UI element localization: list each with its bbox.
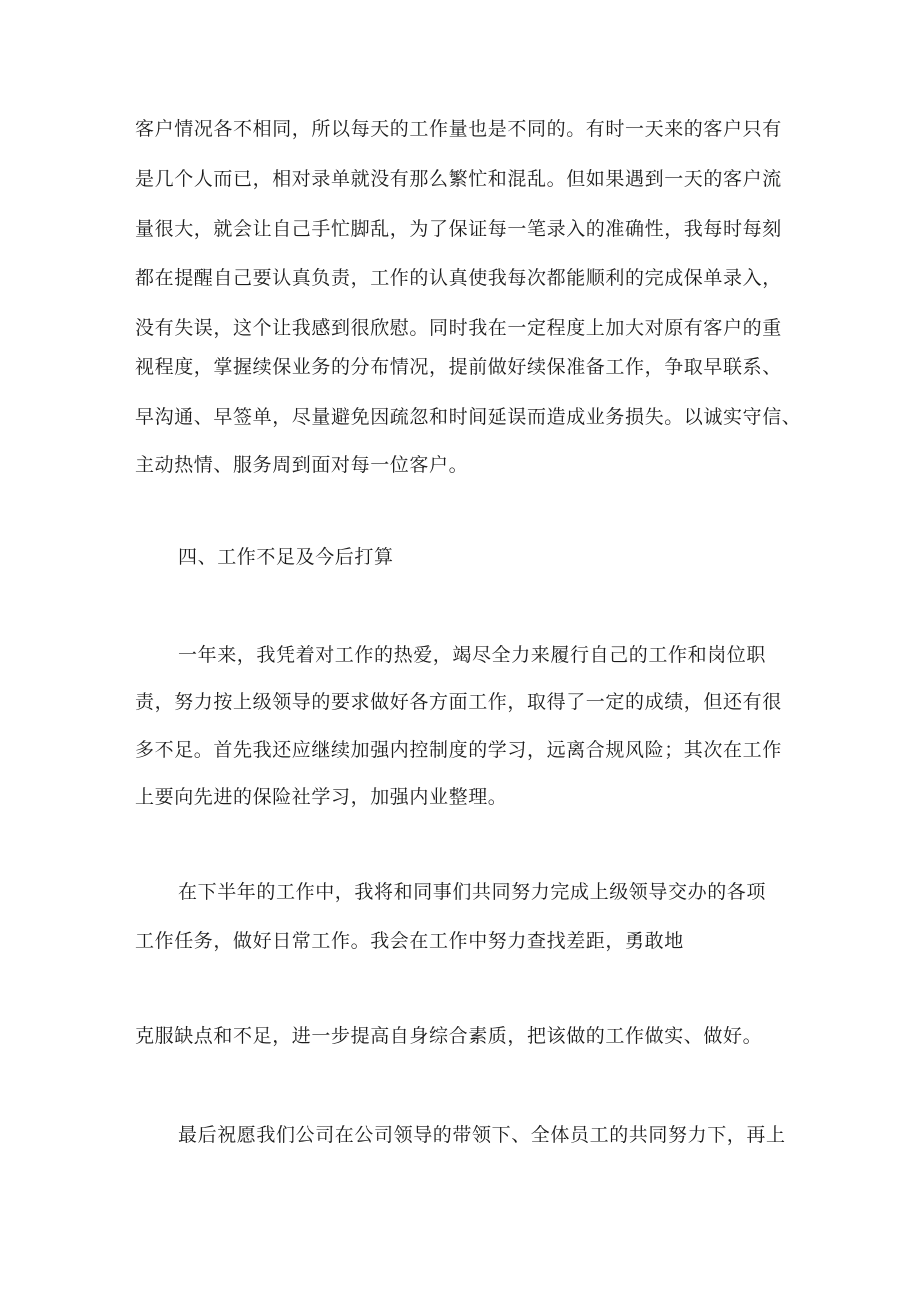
paragraph-line: 量很大，就会让自己手忙脚乱，为了保证每一笔录入的准确性，我每时每刻: [135, 218, 782, 240]
paragraph-line: 责，努力按上级领导的要求做好各方面工作，取得了一定的成绩，但还有很: [135, 691, 782, 713]
paragraph-line: 早沟通、早签单，尽量避免因疏忽和时间延误而造成业务损失。以诚实守信、: [135, 406, 802, 428]
paragraph-line: 没有失误，这个让我感到很欣慰。同时我在一定程度上加大对原有客户的重: [135, 317, 782, 339]
paragraph-line: 是几个人而已，相对录单就没有那么繁忙和混乱。但如果遇到一天的客户流: [135, 168, 782, 190]
paragraph-line: 上要向先进的保险社学习，加强内业整理。: [135, 786, 508, 808]
paragraph-line: 主动热情、服务周到面对每一位客户。: [135, 454, 469, 476]
paragraph-line: 客户情况各不相同，所以每天的工作量也是不同的。有时一天来的客户只有: [135, 118, 782, 140]
paragraph-line: 克服缺点和不足，进一步提高自身综合素质，把该做的工作做实、做好。: [135, 1025, 763, 1047]
paragraph-line: 多不足。首先我还应继续加强内控制度的学习，远离合规风险；其次在工作: [135, 739, 782, 761]
section-heading: 四、工作不足及今后打算: [178, 546, 394, 568]
paragraph-line: 最后祝愿我们公司在公司领导的带领下、全体员工的共同努力下，再上: [178, 1124, 786, 1146]
paragraph-line: 工作任务，做好日常工作。我会在工作中努力查找差距，勇敢地: [135, 930, 684, 952]
paragraph-line: 在下半年的工作中，我将和同事们共同努力完成上级领导交办的各项: [178, 881, 767, 903]
paragraph-line: 都在提醒自己要认真负责，工作的认真使我每次都能顺利的完成保单录入，: [135, 267, 782, 289]
paragraph-line: 一年来，我凭着对工作的热爱，竭尽全力来履行自己的工作和岗位职: [178, 644, 767, 666]
paragraph-line: 视程度，掌握续保业务的分布情况，提前做好续保准备工作，争取早联系、: [135, 356, 782, 378]
